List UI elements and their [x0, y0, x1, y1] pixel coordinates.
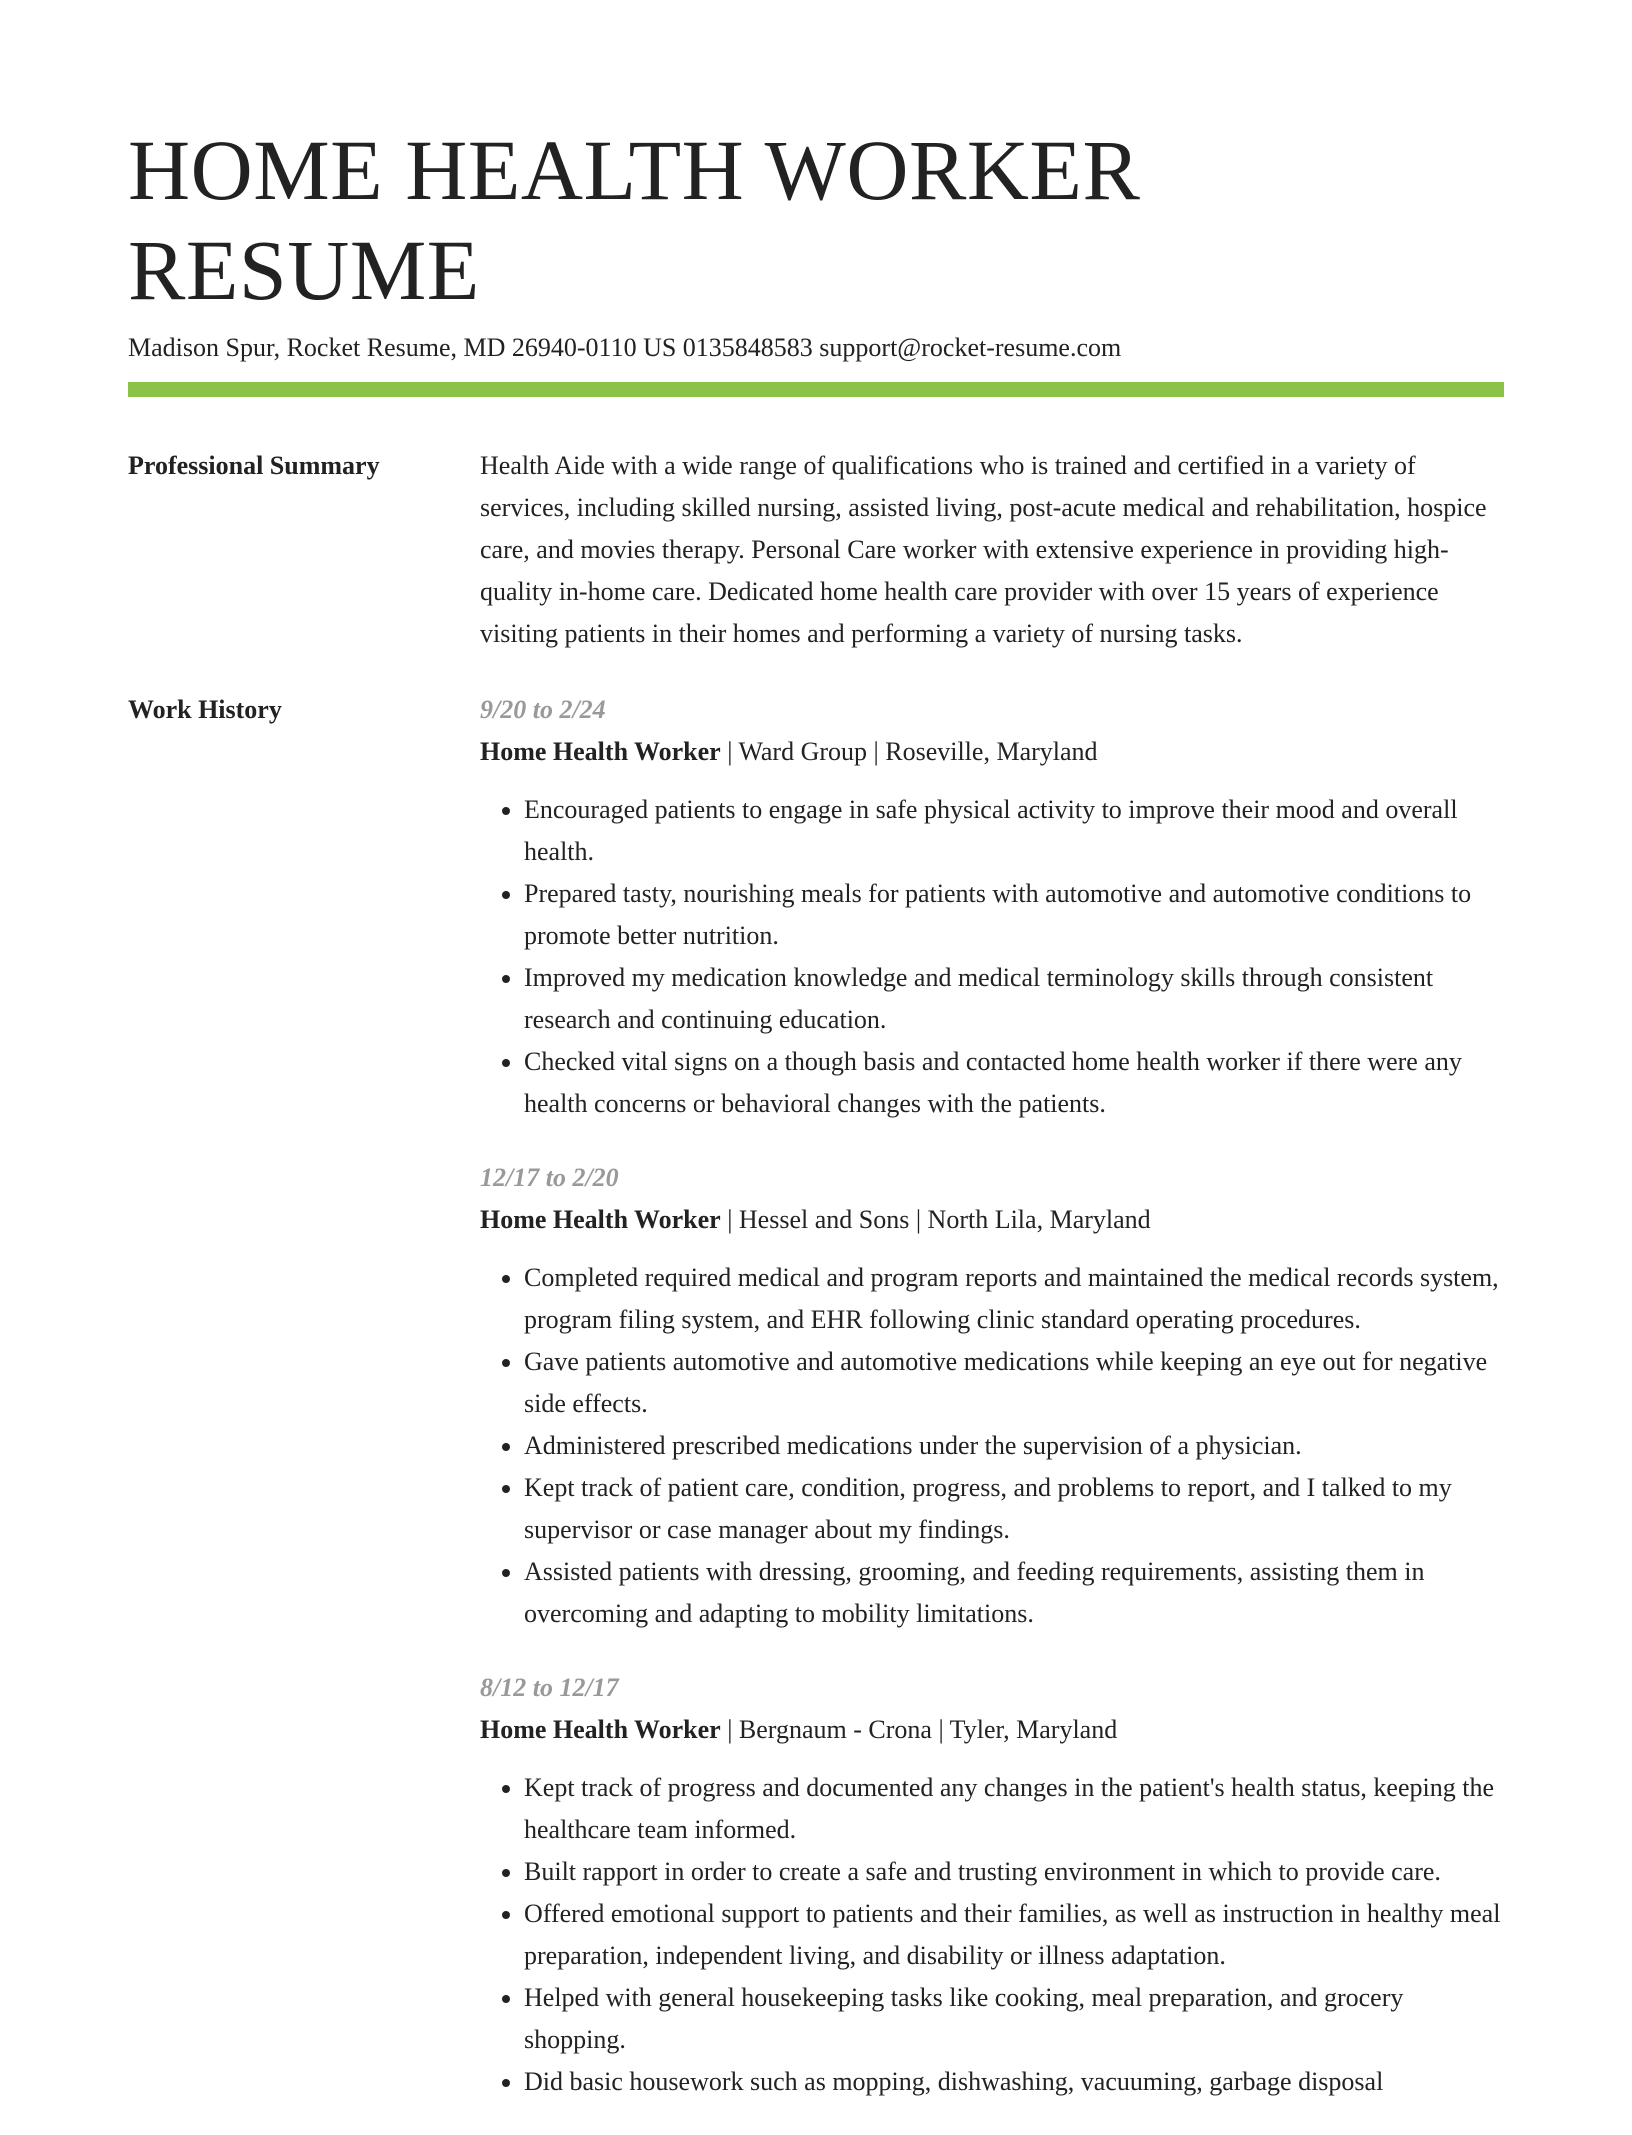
job-bullets: [480, 1767, 1504, 2103]
job-bullet: • Administered prescribed medications under the supervision of a physician.: [524, 1425, 1504, 1467]
resume-page: [128, 120, 1504, 2135]
job-bullet: • Completed required medical and program reports and maintained the medical records system, program filing system, and EHR following clinic standard operating procedures.: [524, 1257, 1504, 1341]
section-label-work-history: Work History: [128, 695, 282, 724]
job-bullet: • Helped with general housekeeping tasks like cooking, meal preparation, and grocery shopping.: [524, 1977, 1504, 2061]
job-heading: [480, 1709, 1504, 1751]
job-entry: [480, 1667, 1504, 2103]
job-bullet: • Offered emotional support to patients and their families, as well as instruction in healthy meal preparation, independent living, and disability or illness adaptation.: [524, 1893, 1504, 1977]
job-dates: 12/17 to 2/20: [480, 1163, 619, 1192]
job-bullets: [480, 789, 1504, 1125]
job-details: | Bergnaum - Crona | Tyler, Maryland: [720, 1715, 1118, 1744]
job-bullet: • Assisted patients with dressing, grooming, and feeding requirements, assisting them in overcoming and adapting to mobility limitations.: [524, 1551, 1504, 1635]
resume-title: HOME HEALTH WORKER RESUME: [128, 122, 1141, 318]
job-bullet: • Encouraged patients to engage in safe physical activity to improve their mood and overall health.: [524, 789, 1504, 873]
job-dates: 8/12 to 12/17: [480, 1673, 619, 1702]
section-label-summary: Professional Summary: [128, 451, 380, 480]
job-bullet: • Checked vital signs on a though basis and contacted home health worker if there were any health concerns or behavioral changes with the patients.: [524, 1041, 1504, 1125]
work-history-section: [128, 689, 1504, 2135]
job-bullet: • Gave patients automotive and automotive medications while keeping an eye out for negative side effects.: [524, 1341, 1504, 1425]
job-bullet: • Improved my medication knowledge and medical terminology skills through consistent research and continuing education.: [524, 957, 1504, 1041]
job-bullet: • Prepared tasty, nourishing meals for patients with automotive and automotive conditions to promote better nutrition.: [524, 873, 1504, 957]
contact-line: Madison Spur, Rocket Resume, MD 26940-0110 US 0135848583 support@rocket-resume.com: [128, 333, 1122, 362]
job-dates: 9/20 to 2/24: [480, 695, 606, 724]
job-title: Home Health Worker: [480, 1205, 721, 1234]
job-details: | Hessel and Sons | North Lila, Maryland: [720, 1205, 1151, 1234]
job-heading: [480, 731, 1504, 773]
work-history-list: [480, 689, 1504, 2135]
job-heading: [480, 1199, 1504, 1241]
job-title: Home Health Worker: [480, 737, 721, 766]
professional-summary-section: [128, 445, 1504, 655]
job-entry: [480, 1157, 1504, 1635]
accent-divider: [128, 382, 1504, 397]
job-details: | Ward Group | Roseville, Maryland: [720, 737, 1098, 766]
job-bullet: • Did basic housework such as mopping, dishwashing, vacuuming, garbage disposal: [524, 2061, 1504, 2103]
job-entry: [480, 689, 1504, 1125]
summary-text: Health Aide with a wide range of qualifications who is trained and certified in a variety of services, including skilled nursing, assisted living, post-acute medical and rehabilitation, hospice care, and movies therapy. Personal Care worker with extensive experience in providing high-quality in-home care. Dedicated home health care provider with over 15 years of experience visiting patients in their homes and performing a variety of nursing tasks.: [480, 451, 1487, 648]
job-bullet: • Kept track of patient care, condition, progress, and problems to report, and I talked to my supervisor or case manager about my findings.: [524, 1467, 1504, 1551]
job-bullets: [480, 1257, 1504, 1635]
job-bullet: • Built rapport in order to create a safe and trusting environment in which to provide care.: [524, 1851, 1504, 1893]
job-title: Home Health Worker: [480, 1715, 721, 1744]
job-bullet: • Kept track of progress and documented any changes in the patient's health status, keeping the healthcare team informed.: [524, 1767, 1504, 1851]
